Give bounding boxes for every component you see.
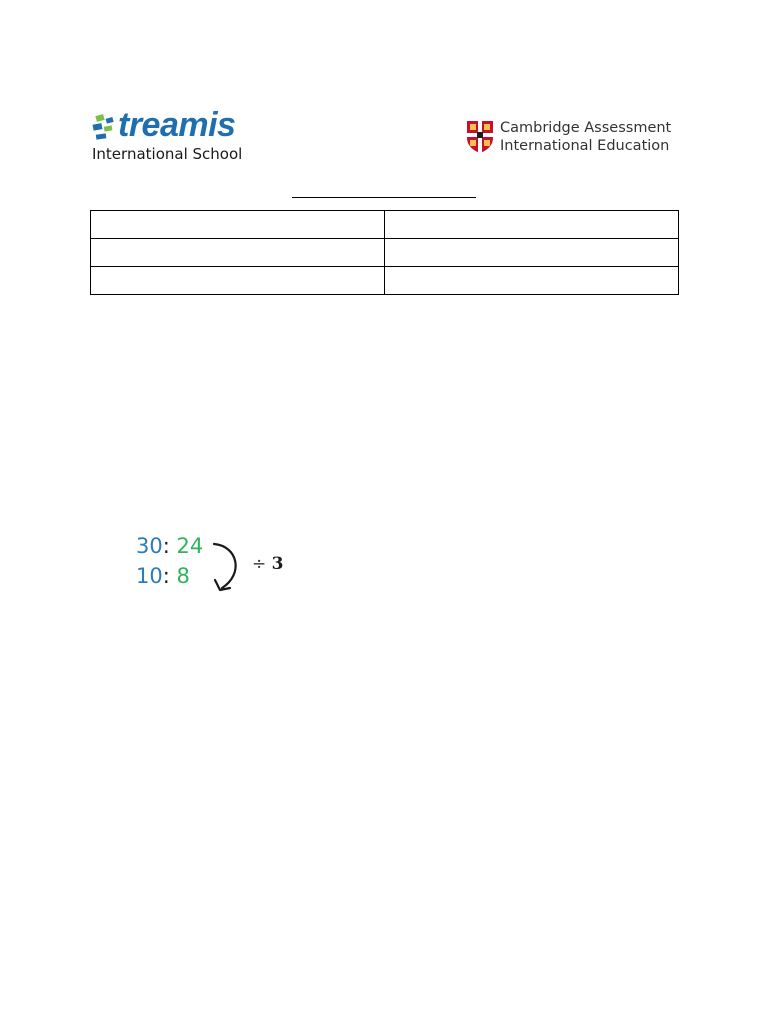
table-cell[interactable]	[385, 239, 679, 267]
divisor-value: 3	[271, 554, 284, 574]
table-cell[interactable]	[91, 267, 385, 295]
ratio-top-left: 30	[136, 534, 163, 558]
ratio-bottom-right: 8	[176, 564, 190, 588]
ratio-separator: :	[162, 534, 170, 558]
ratio-row-original	[136, 534, 203, 558]
treamis-brand-text: treamis	[118, 106, 236, 144]
ratio-top-right: 24	[176, 534, 204, 558]
curved-arrow-icon	[208, 540, 248, 596]
table-cell[interactable]	[91, 239, 385, 267]
cambridge-line1: Cambridge Assessment	[500, 120, 672, 136]
table-cell[interactable]	[385, 211, 679, 239]
table-row	[91, 267, 679, 295]
divide-symbol: ÷	[252, 554, 267, 574]
info-table	[90, 210, 679, 295]
table-row	[91, 211, 679, 239]
cambridge-logo	[466, 120, 686, 160]
ratio-operation	[252, 554, 284, 574]
treamis-subtitle: International School	[92, 145, 243, 163]
cambridge-crest-icon	[466, 120, 494, 154]
table-cell[interactable]	[91, 211, 385, 239]
table-row	[91, 239, 679, 267]
title-underline	[292, 197, 476, 198]
ratio-bottom-left: 10	[136, 564, 163, 588]
ratio-row-simplified	[136, 564, 190, 588]
treamis-logo	[90, 106, 280, 164]
ratio-separator: :	[162, 564, 170, 588]
table-cell[interactable]	[385, 267, 679, 295]
cambridge-line2: International Education	[500, 138, 670, 154]
ratio-example	[136, 534, 296, 598]
